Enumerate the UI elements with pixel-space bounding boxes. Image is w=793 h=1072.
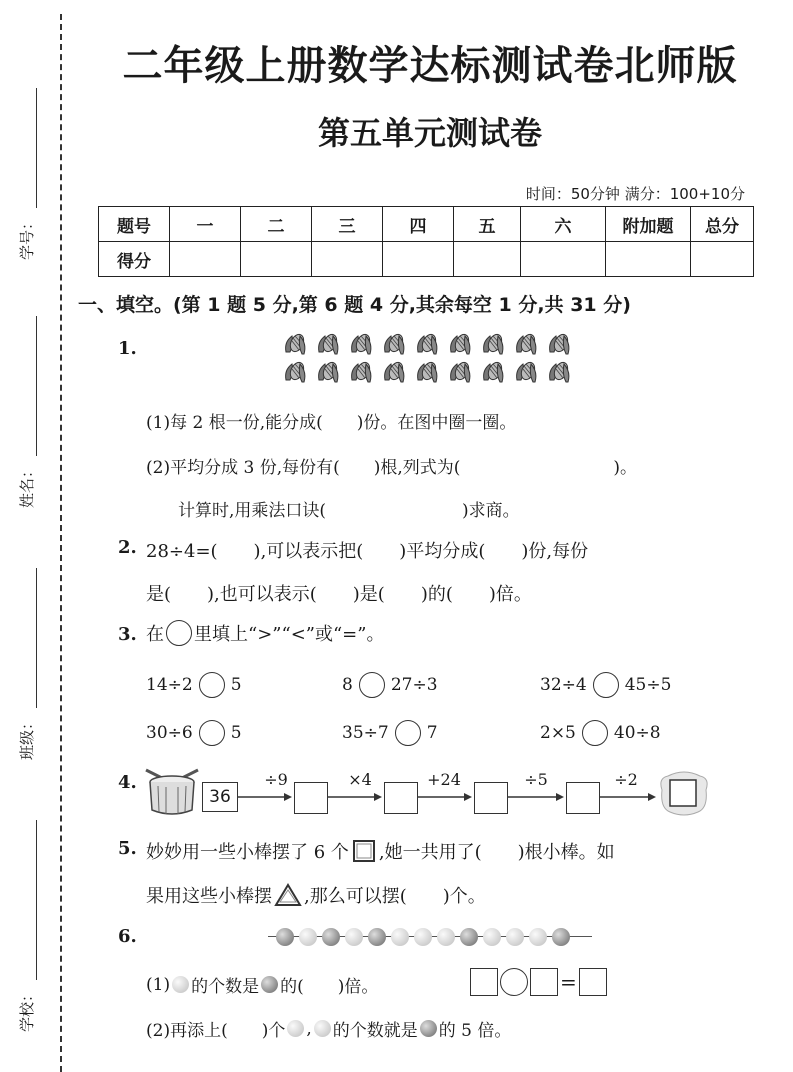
compare-right: 40÷8	[613, 723, 661, 743]
q5-text-b: ,她一共用了( )根小棒。如	[378, 842, 615, 863]
compare-right: 45÷5	[624, 675, 672, 695]
name-label: 姓名：	[18, 462, 36, 508]
dark-bead	[322, 928, 340, 946]
q6-p1-a: (1)	[146, 974, 171, 995]
light-bead-icon	[314, 1020, 331, 1037]
compare-left: 32÷4	[540, 675, 587, 695]
compare-left: 8	[342, 675, 353, 695]
q3-intro-b: 里填上“>”“<”或“=”。	[194, 624, 385, 645]
score-cell: 总分	[691, 207, 754, 242]
score-cell: 五	[454, 207, 521, 242]
time-info: 时间：50分钟 满分：100+10分	[525, 185, 745, 203]
chain-op-label: ×4	[348, 770, 372, 789]
light-bead	[437, 928, 455, 946]
compare-right: 27÷3	[390, 675, 438, 695]
question-number: 1.	[118, 338, 137, 359]
compare-right: 5	[230, 675, 242, 695]
q1-part3: 计算时,用乘法口诀( )求商。	[178, 501, 520, 521]
light-bead	[529, 928, 547, 946]
q6-part2	[146, 1016, 511, 1041]
equation-operator-circle[interactable]	[500, 968, 528, 996]
question-number: 3.	[118, 624, 137, 645]
compare-left: 35÷7	[342, 723, 389, 743]
score-cell: 一	[170, 207, 241, 242]
q6-p1-b: 的个数是	[191, 977, 260, 997]
compare-left: 14÷2	[146, 675, 193, 695]
chain-start-value: 36	[202, 782, 238, 812]
chain-arrowhead	[284, 793, 292, 801]
chain-answer-box[interactable]	[384, 782, 418, 814]
light-bead	[483, 928, 501, 946]
compare-left: 2×5	[540, 723, 576, 743]
chain-op-label: +24	[427, 770, 461, 789]
question-number: 4.	[118, 772, 137, 793]
light-bead	[506, 928, 524, 946]
q5-text-c: 果用这些小棒摆	[146, 886, 272, 907]
chain-arrowhead	[556, 793, 564, 801]
dark-bead-icon	[261, 976, 278, 993]
q6-p2-a: (2)再添上( )个	[146, 1021, 286, 1041]
chain-answer-box[interactable]	[294, 782, 328, 814]
score-cell: 三	[312, 207, 383, 242]
score-cell: 二	[241, 207, 312, 242]
dark-bead	[552, 928, 570, 946]
q1-part2: (2)平均分成 3 份,每份有( )根,列式为( )。	[146, 458, 638, 478]
question-number: 5.	[118, 838, 137, 859]
question-number: 6.	[118, 926, 137, 947]
student-id-label: 学号：	[18, 214, 36, 260]
chain-arrowhead	[648, 793, 656, 801]
bead-string	[268, 936, 592, 937]
chain-answer-box[interactable]	[474, 782, 508, 814]
light-bead	[414, 928, 432, 946]
page-subtitle: 第五单元测试卷	[317, 114, 542, 152]
compare-right: 7	[426, 723, 438, 743]
dark-bead	[276, 928, 294, 946]
q6-p2-b: ,	[306, 1018, 312, 1039]
q6-equation	[470, 968, 607, 996]
equation-box[interactable]	[579, 968, 607, 996]
light-bead	[391, 928, 409, 946]
chain-answer-box[interactable]	[566, 782, 600, 814]
score-row-label: 得分	[99, 242, 170, 277]
light-bead-icon	[287, 1020, 304, 1037]
square-icon	[351, 838, 377, 864]
score-cell: 题号	[99, 207, 170, 242]
dark-bead-icon	[420, 1020, 437, 1037]
school-label: 学校：	[18, 986, 36, 1032]
dark-bead	[460, 928, 478, 946]
q6-p1-c: 的( )倍。	[280, 977, 379, 997]
score-cell: 四	[383, 207, 454, 242]
equation-box[interactable]	[530, 968, 558, 996]
light-bead-icon	[172, 976, 189, 993]
class-label: 班级：	[18, 714, 36, 760]
chain-op-label: ÷2	[614, 770, 638, 789]
compare-left: 30÷6	[146, 723, 193, 743]
score-cell: 附加题	[606, 207, 691, 242]
q5-line2	[146, 882, 486, 908]
chain-op-label: ÷9	[264, 770, 288, 789]
section-title: 一、填空。(第 1 题 5 分,第 6 题 4 分,其余每空 1 分,共 31 分)	[78, 294, 631, 316]
compare-right: 5	[230, 723, 242, 743]
dark-bead	[368, 928, 386, 946]
q3-intro-a: 在	[146, 624, 164, 645]
triangle-icon	[274, 883, 302, 907]
cloud-answer-box[interactable]	[658, 768, 710, 818]
q1-part1: (1)每 2 根一份,能分成( )份。在图中圈一圈。	[146, 413, 517, 433]
q6-part1	[146, 972, 378, 997]
q5-line1	[146, 838, 615, 864]
light-bead	[299, 928, 317, 946]
q2-line1: 28÷4=( ),可以表示把( )平均分成( )份,每份	[146, 541, 589, 562]
chain-op-label: ÷5	[524, 770, 548, 789]
q5-text-d: ,那么可以摆( )个。	[304, 886, 486, 907]
chain-arrowhead	[374, 793, 382, 801]
light-bead	[345, 928, 363, 946]
q6-p2-c: 的个数就是	[332, 1021, 418, 1041]
page-title: 二年级上册数学达标测试卷北师版	[122, 43, 738, 89]
equation-box[interactable]	[470, 968, 498, 996]
q2-line2: 是( ),也可以表示( )是( )的( )倍。	[146, 584, 532, 605]
equals-sign: =	[560, 970, 577, 994]
q5-text-a: 妙妙用一些小棒摆了 6 个	[146, 842, 349, 863]
chain-arrowhead	[464, 793, 472, 801]
score-cell: 六	[521, 207, 606, 242]
q6-p2-d: 的 5 倍。	[438, 1021, 512, 1041]
question-number: 2.	[118, 537, 137, 558]
